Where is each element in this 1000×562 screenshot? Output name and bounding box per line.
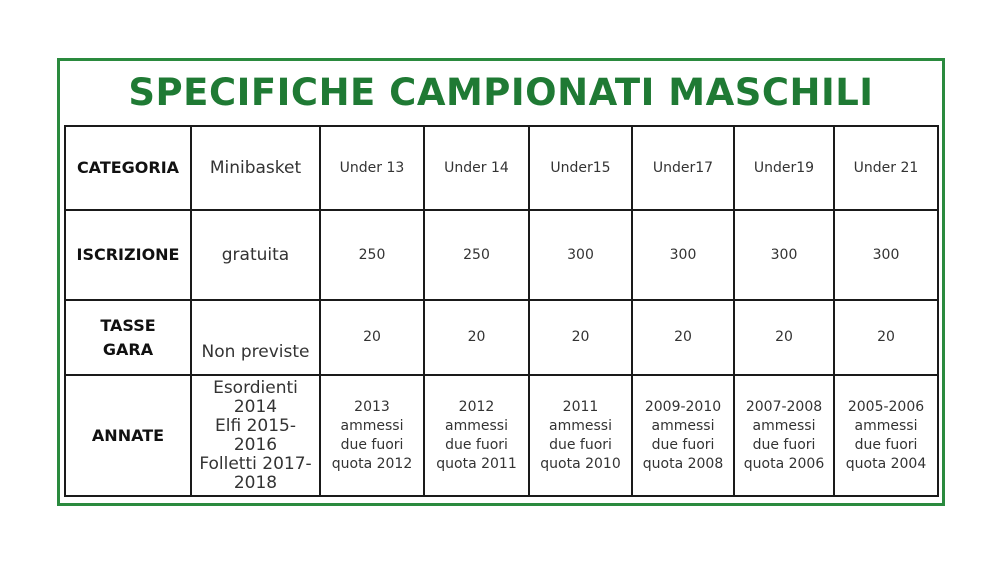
cell-line: due fuori xyxy=(445,436,508,453)
cell-line: quota 2008 xyxy=(642,455,724,472)
table-row-tasse-gara xyxy=(65,300,938,375)
table-cell: 250 xyxy=(320,210,424,300)
table-cell xyxy=(320,375,424,496)
table-cell xyxy=(734,375,834,496)
table-cell: Under 21 xyxy=(834,126,938,210)
table-cell xyxy=(529,375,632,496)
table-cell: Non previste xyxy=(191,300,320,375)
cell-line: due fuori xyxy=(752,436,816,453)
table-cell xyxy=(834,375,938,496)
table-cell: 20 xyxy=(734,300,834,375)
cell-line: due fuori xyxy=(340,436,404,453)
table-cell: 300 xyxy=(632,210,734,300)
cell-line: ammessi xyxy=(752,417,816,434)
row-header-annate: ANNATE xyxy=(65,375,191,496)
table-cell: 20 xyxy=(529,300,632,375)
cell-line: Esordienti 2014 xyxy=(213,377,298,417)
table-row-iscrizione xyxy=(65,210,938,300)
cell-line: 2011 xyxy=(562,398,599,415)
table-cell: 20 xyxy=(632,300,734,375)
cell-line: quota 2004 xyxy=(845,455,927,472)
cell-line: due fuori xyxy=(854,436,918,453)
row-header-line: TASSE xyxy=(100,315,156,335)
cell-line: quota 2011 xyxy=(436,455,517,472)
cell-line: Elfi 2015-2016 xyxy=(215,415,296,455)
cell-line: due fuori xyxy=(549,436,612,453)
cell-line: ammessi xyxy=(340,417,404,434)
table-cell: 20 xyxy=(424,300,529,375)
cell-line: 2007-2008 xyxy=(745,398,823,415)
row-header-categoria: CATEGORIA xyxy=(65,126,191,210)
cell-line: ammessi xyxy=(854,417,918,434)
cell-line: Folletti 2017- xyxy=(199,453,312,474)
table-cell: 300 xyxy=(834,210,938,300)
table-cell xyxy=(632,375,734,496)
cell-line: ammessi xyxy=(651,417,715,434)
table-cell: Under 13 xyxy=(320,126,424,210)
championship-specs-table xyxy=(64,125,939,497)
cell-line: 2013 xyxy=(354,398,390,415)
cell-line: ammessi xyxy=(549,417,612,434)
table-cell: Under15 xyxy=(529,126,632,210)
table-cell: Under 14 xyxy=(424,126,529,210)
cell-line: quota 2012 xyxy=(331,455,413,472)
table-row-categoria xyxy=(65,126,938,210)
cell-line: ammessi xyxy=(445,417,508,434)
row-header-line: GARA xyxy=(102,339,154,359)
table-cell: Minibasket xyxy=(191,126,320,210)
cell-line: quota 2010 xyxy=(540,455,621,472)
table-cell xyxy=(191,375,320,496)
table-cell: 20 xyxy=(320,300,424,375)
table-cell: 300 xyxy=(734,210,834,300)
table-cell xyxy=(424,375,529,496)
table-cell: 20 xyxy=(834,300,938,375)
cell-line: due fuori xyxy=(651,436,715,453)
table-cell: Under19 xyxy=(734,126,834,210)
cell-line: 2012 xyxy=(458,398,495,415)
row-header-iscrizione: ISCRIZIONE xyxy=(65,210,191,300)
table-cell: gratuita xyxy=(191,210,320,300)
table-cell: 250 xyxy=(424,210,529,300)
table-row-annate xyxy=(65,375,938,496)
cell-line: 2005-2006 xyxy=(847,398,925,415)
cell-line: 2009-2010 xyxy=(644,398,722,415)
page-title: SPECIFICHE CAMPIONATI MASCHILI xyxy=(128,71,874,114)
table-cell: Under17 xyxy=(632,126,734,210)
table-cell: 300 xyxy=(529,210,632,300)
cell-line: quota 2006 xyxy=(743,455,825,472)
cell-line: 2018 xyxy=(233,472,278,493)
row-header-tasse-gara xyxy=(65,300,191,375)
